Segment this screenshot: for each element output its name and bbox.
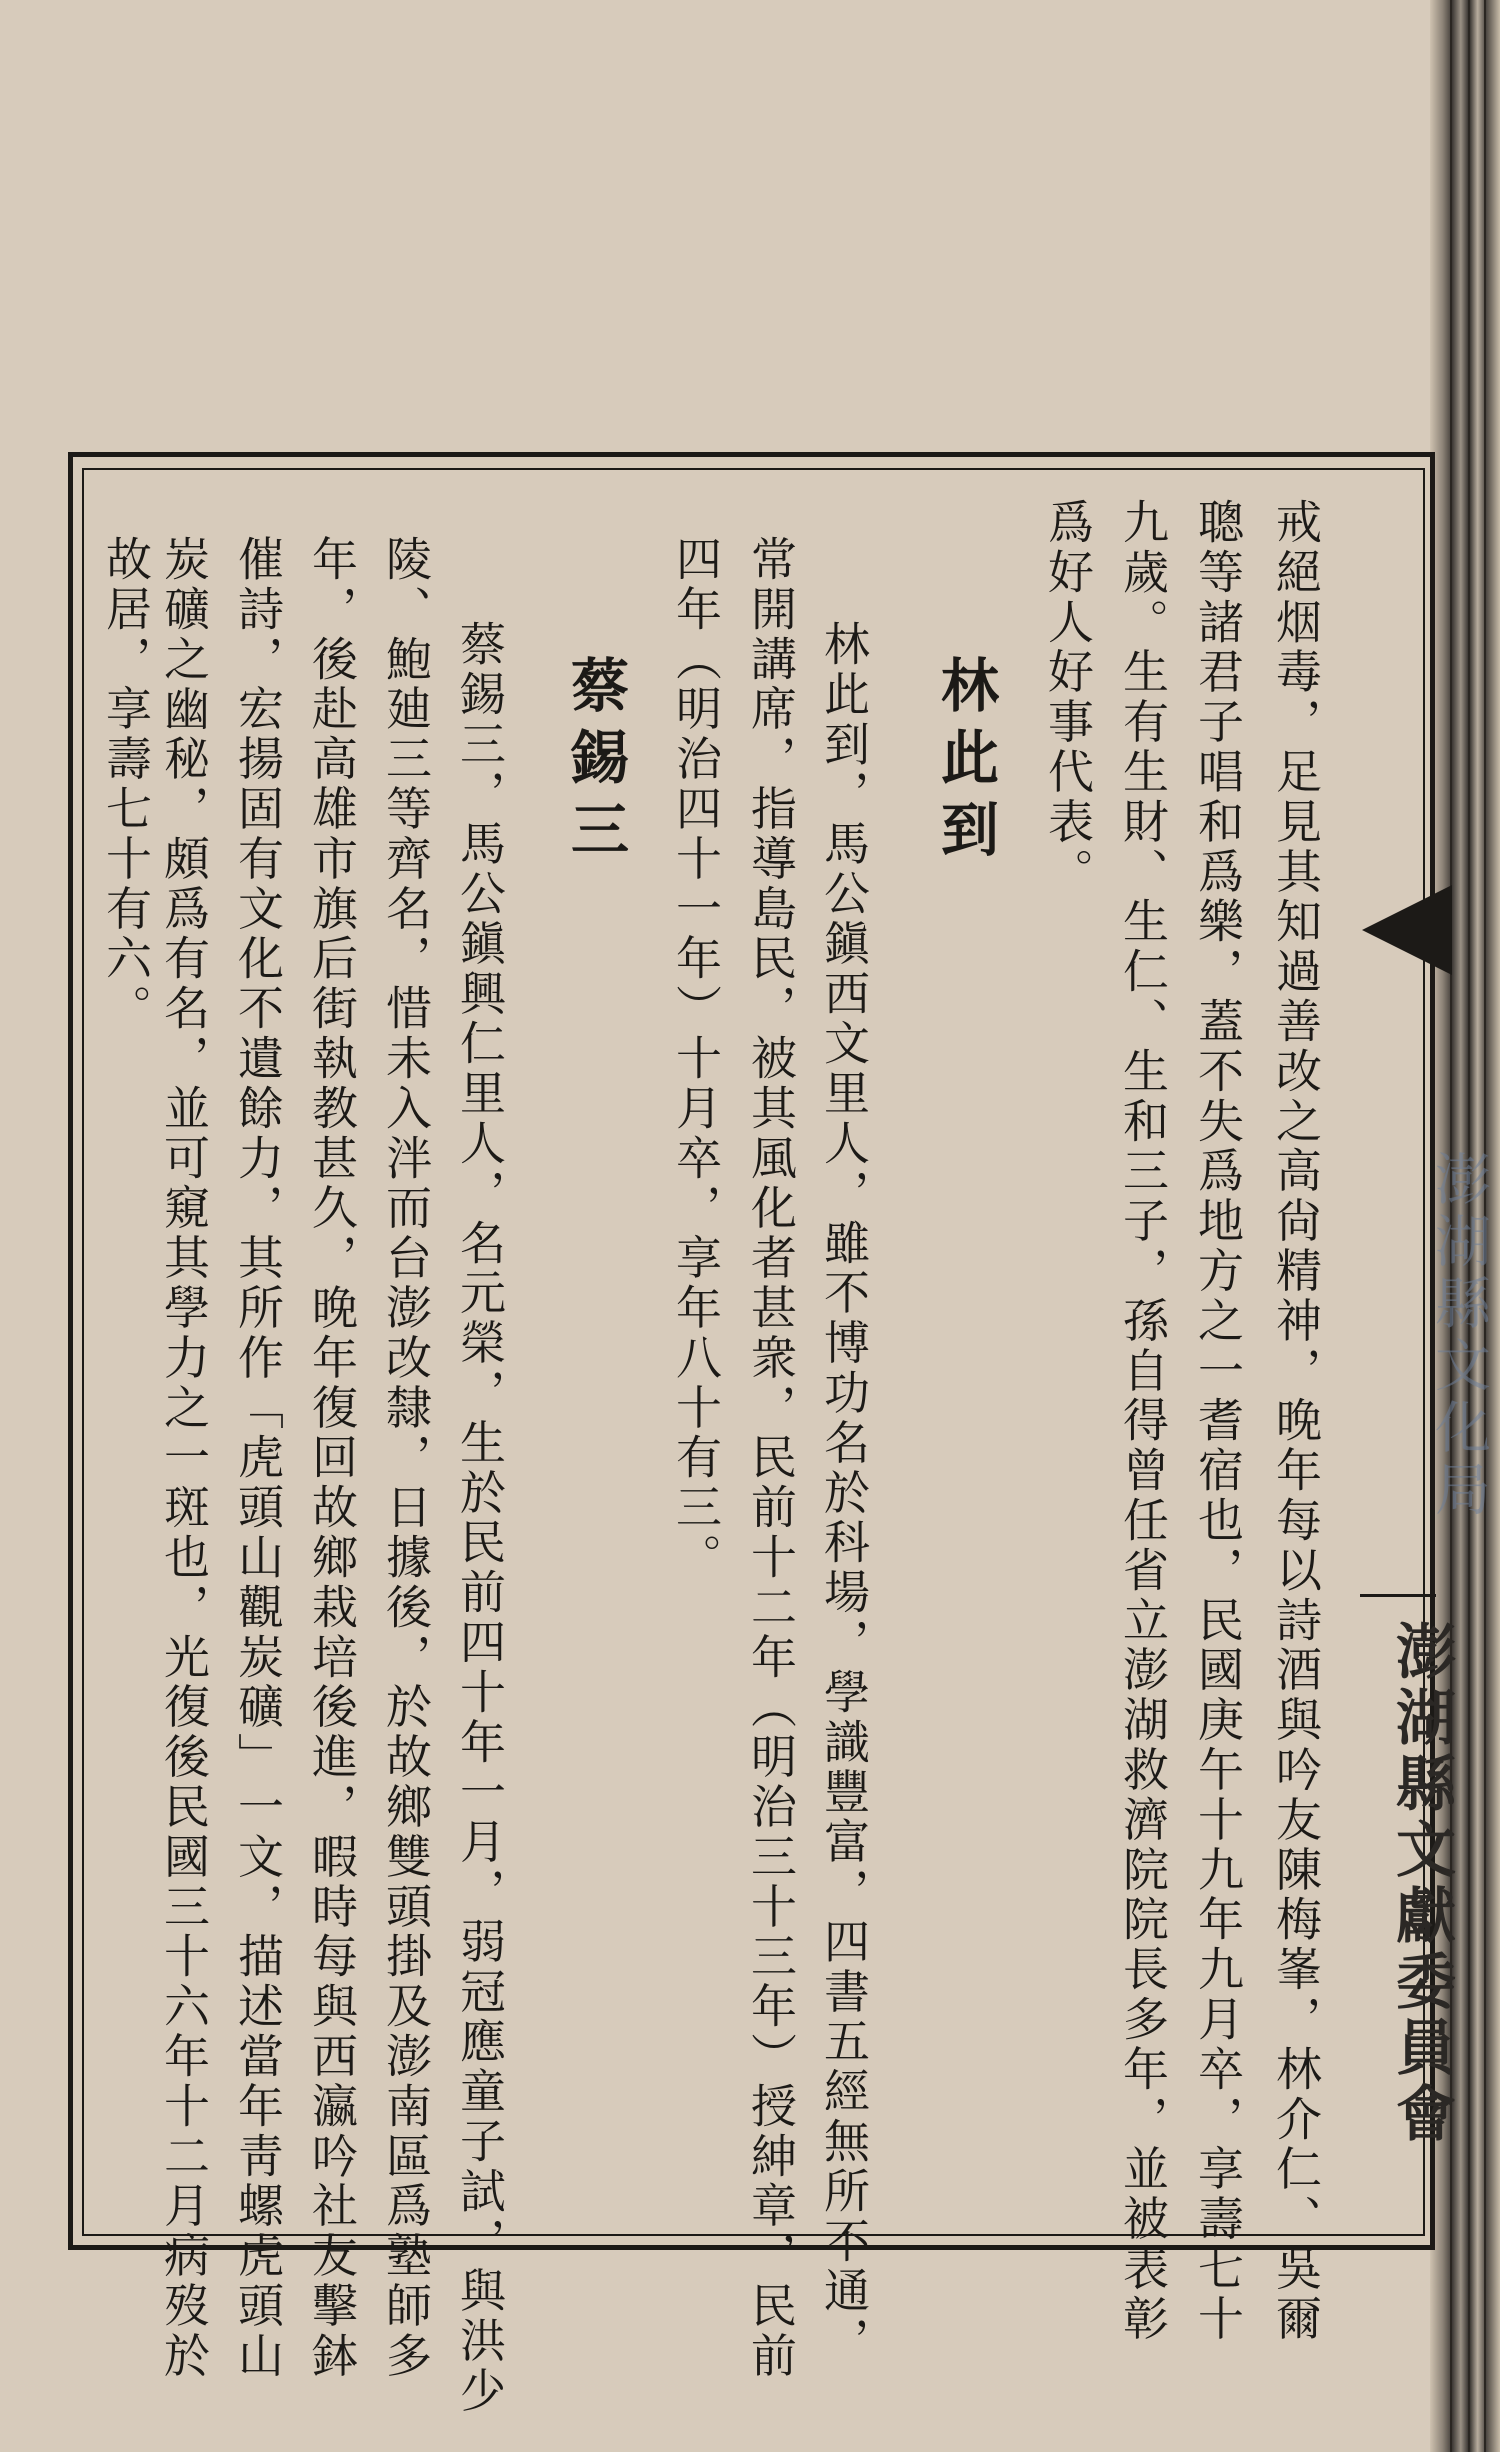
text-column: 四年（明治四十一年）十月卒，享年八十有三。 bbox=[669, 535, 723, 1583]
text-column: 年，後赴高雄市旗后街執教甚久，晚年復回故鄉栽培後進，暇時每與西瀛吟社友擊鉢 bbox=[305, 535, 359, 2382]
spine-title: 澎湖縣文獻委員會 bbox=[1386, 1620, 1456, 2148]
fish-tail-mark bbox=[1362, 885, 1452, 975]
text-column: 九歲。生有生財、生仁、生和三子，孫自得曾任省立澎湖救濟院院長多年，並被表彰 bbox=[1116, 498, 1170, 2345]
text-column: 聰等諸君子唱和爲樂，蓋不失爲地方之一耆宿也，民國庚午十九年九月卒，享壽七十 bbox=[1191, 498, 1245, 2345]
text-column: 催詩，宏揚固有文化不遺餘力，其所作「虎頭山觀炭礦」一文，描述當年靑螺虎頭山 bbox=[231, 535, 285, 2382]
text-column: 林此到，馬公鎭西文里人，雖不博功名於科場，學識豐富，四書五經無所不通， bbox=[817, 620, 871, 2367]
section-heading: 林此到 bbox=[931, 655, 999, 871]
text-column: 常開講席，指導島民，被其風化者甚衆，民前十二年（明治三十三年）授紳章，民前 bbox=[744, 535, 798, 2382]
text-column: 故居，享壽七十有六。 bbox=[99, 535, 153, 1034]
text-column: 炭礦之幽秘，頗爲有名，並可窺其學力之一斑也，光復後民國三十六年十二月病歿於 bbox=[157, 535, 211, 2382]
text-column: 爲好人好事代表。 bbox=[1041, 498, 1095, 898]
text-column: 陵、鮑廸三等齊名，惜未入泮而台澎改隸，日據後，於故鄉雙頭掛及澎南區爲塾師多 bbox=[379, 535, 433, 2382]
section-heading: 蔡錫三 bbox=[561, 655, 629, 871]
frame-tick bbox=[1360, 1594, 1436, 1597]
text-column: 蔡錫三，馬公鎭興仁里人，名元榮，生於民前四十年一月，弱冠應童子試，與洪少 bbox=[453, 620, 507, 2417]
spine-faint-title: 澎湖縣文化局 bbox=[1426, 1150, 1491, 1522]
text-column: 戒絕烟毒，足見其知過善改之高尙精神，晚年每以詩酒與吟友陳梅峯，林介仁、吳爾 bbox=[1269, 498, 1323, 2345]
